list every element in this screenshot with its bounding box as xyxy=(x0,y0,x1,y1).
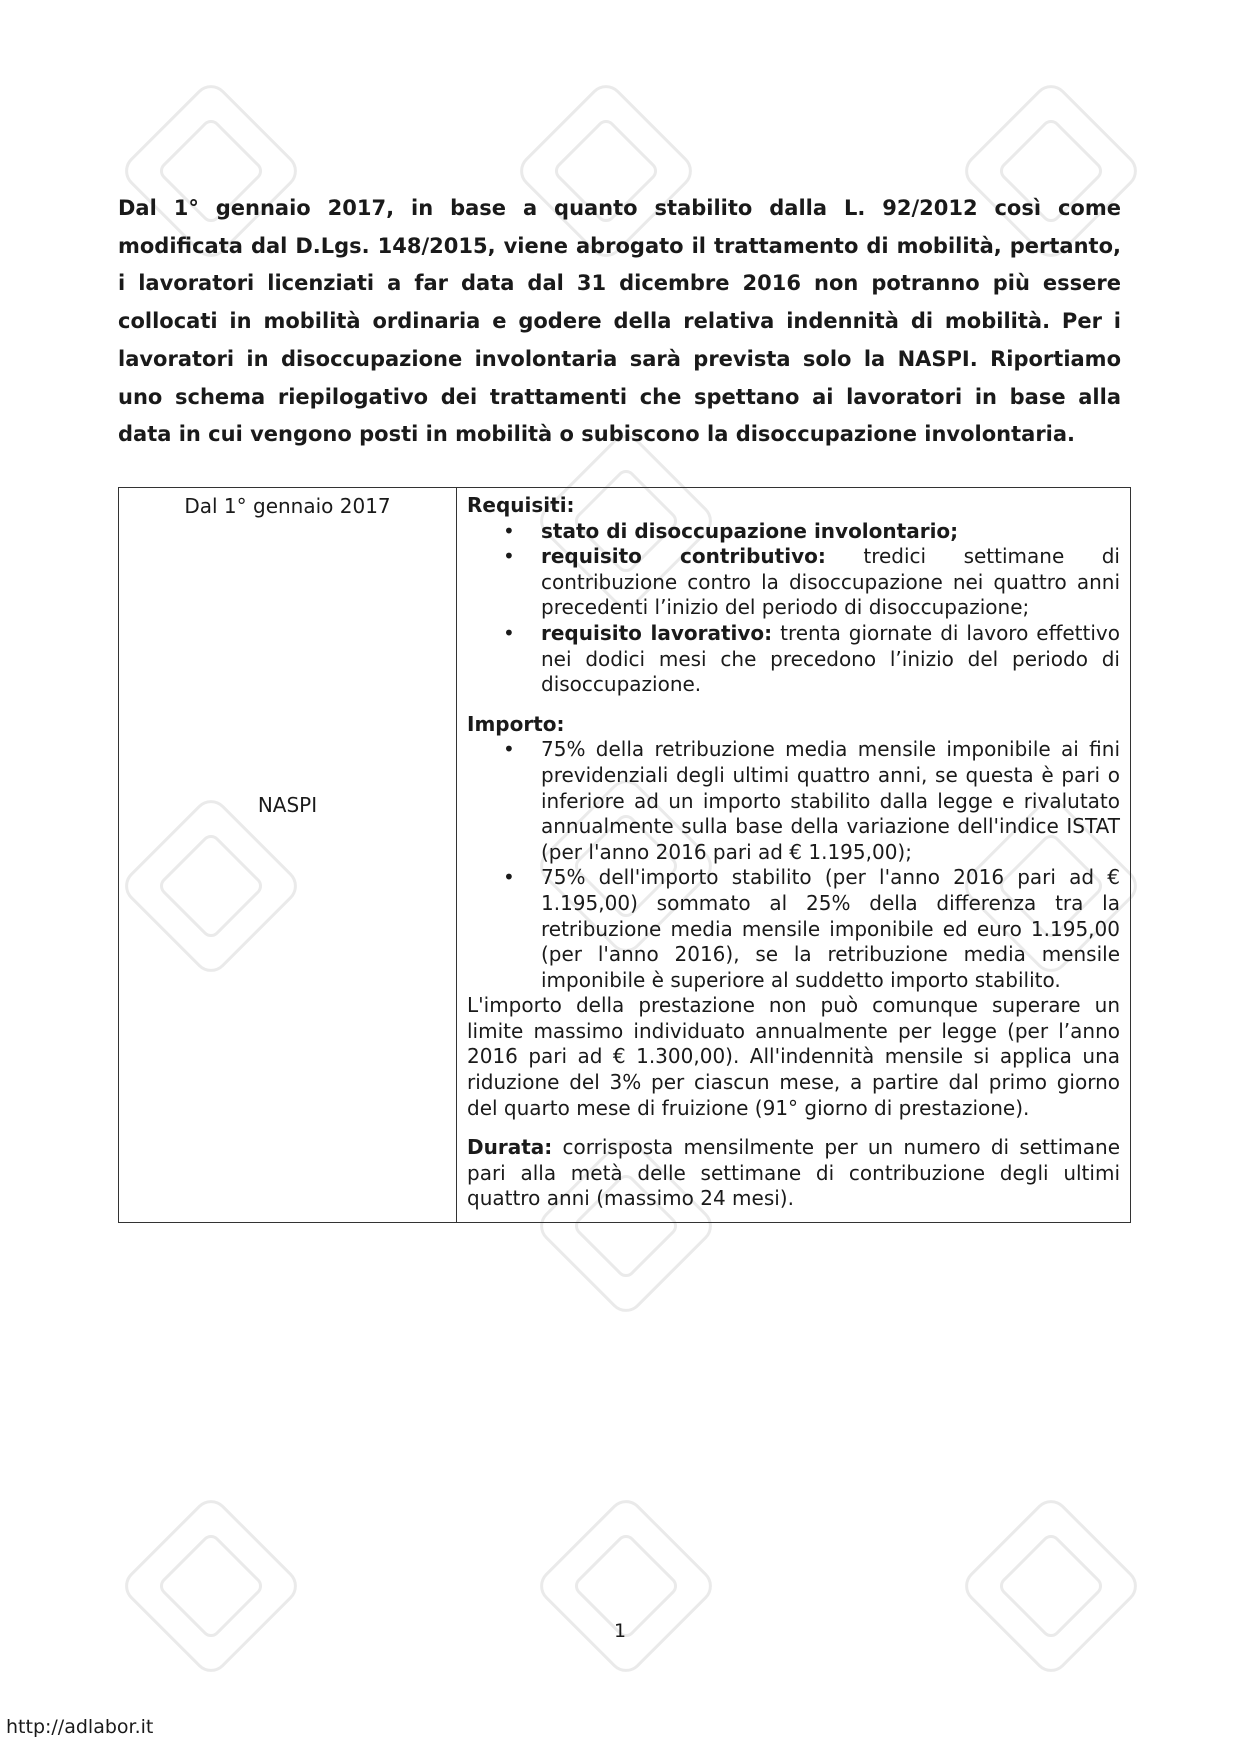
list-item xyxy=(467,544,1120,621)
importo-title: Importo: xyxy=(467,711,565,736)
item-text: 75% dell'importo stabilito (per l'anno 2016 pari ad € 1.195,00) sommato al 25% della differenza tra la retribuzione media mensile imponibile ed euro 1.195,00 (per l'anno 2016), se la retribuzione media mensile imponibile è superiore al suddetto importo stabilito. xyxy=(541,865,1120,992)
intro-paragraph: Dal 1° gennaio 2017, in base a quanto stabilito dalla L. 92/2012 così come modificata dal D.Lgs. 148/2015, viene abrogato il trattamento di mobilità, pertanto, i lavoratori licenziati a far data dal 31 dicembre 2016 non potranno più essere collocati in mobilità ordinaria e godere della relativa indennità di mobilità. Per i lavoratori in disoccupazione involontaria sarà prevista solo la NASPI. Riportiamo uno schema riepilogativo dei trattamenti che spettano ai lavoratori in base alla data in cui vengono posti in mobilità o subiscono la disoccupazione involontaria. xyxy=(118,196,1121,447)
item-heading: stato di disoccupazione involontario; xyxy=(541,518,959,543)
treatment-label: NASPI xyxy=(257,793,318,817)
requisiti-title: Requisiti: xyxy=(467,493,575,517)
item-text: 75% della retribuzione media mensile imponibile ai fini previdenziali degli ultimi quattro anni, se questa è pari o inferiore ad un importo stabilito dalla legge e rivalutato annualmente sulla base della variazione dell'indice ISTAT (per l'anno 2016 pari ad € 1.195,00); xyxy=(541,737,1120,864)
bullet-icon: • xyxy=(503,544,515,569)
item-text: trenta giornate di lavoro effettivo nei dodici mesi che precedono l’inizio del periodo di disoccupazione. xyxy=(541,620,1120,697)
list-item xyxy=(467,621,1120,698)
watermark-logo xyxy=(533,1493,720,1680)
watermark-logo xyxy=(118,1493,305,1680)
item-text: tredici settimane di contribuzione contro la disoccupazione nei quattro anni precedenti l’inizio del periodo di disoccupazione; xyxy=(541,544,1120,620)
bullet-icon: • xyxy=(503,518,515,543)
list-item xyxy=(467,865,1120,993)
bullet-icon: • xyxy=(503,620,515,645)
details-cell xyxy=(457,488,1131,1223)
requisiti-list xyxy=(467,519,1120,698)
item-heading: requisito lavorativo: xyxy=(541,620,773,645)
durata-text: corrisposta mensilmente per un numero di settimane pari alla metà delle settimane di contribuzione degli ultimi quattro anni (massimo 24 mesi). xyxy=(467,1135,1120,1211)
naspi-summary-table xyxy=(118,487,1131,1223)
footer-url: http://adlabor.it xyxy=(6,1716,154,1738)
watermark-logo xyxy=(958,1493,1145,1680)
item-heading: requisito contributivo: xyxy=(541,544,826,569)
durata-title: Durata: xyxy=(467,1135,553,1160)
page-number: 1 xyxy=(613,1620,627,1642)
period-label: Dal 1° gennaio 2017 xyxy=(184,494,391,518)
bullet-icon: • xyxy=(503,737,515,762)
importo-list xyxy=(467,737,1120,993)
list-item xyxy=(467,519,1120,545)
durata-paragraph xyxy=(467,1135,1120,1212)
list-item xyxy=(467,737,1120,865)
period-cell xyxy=(119,488,457,1223)
importo-note: L'importo della prestazione non può comunque superare un limite massimo individuato annualmente per legge (per l’anno 2016 pari ad € 1.300,00). All'indennità mensile si applica una riduzione del 3% per ciascun mese, a partire dal primo giorno del quarto mese di fruizione (91° giorno di prestazione). xyxy=(467,993,1120,1120)
bullet-icon: • xyxy=(503,865,515,890)
